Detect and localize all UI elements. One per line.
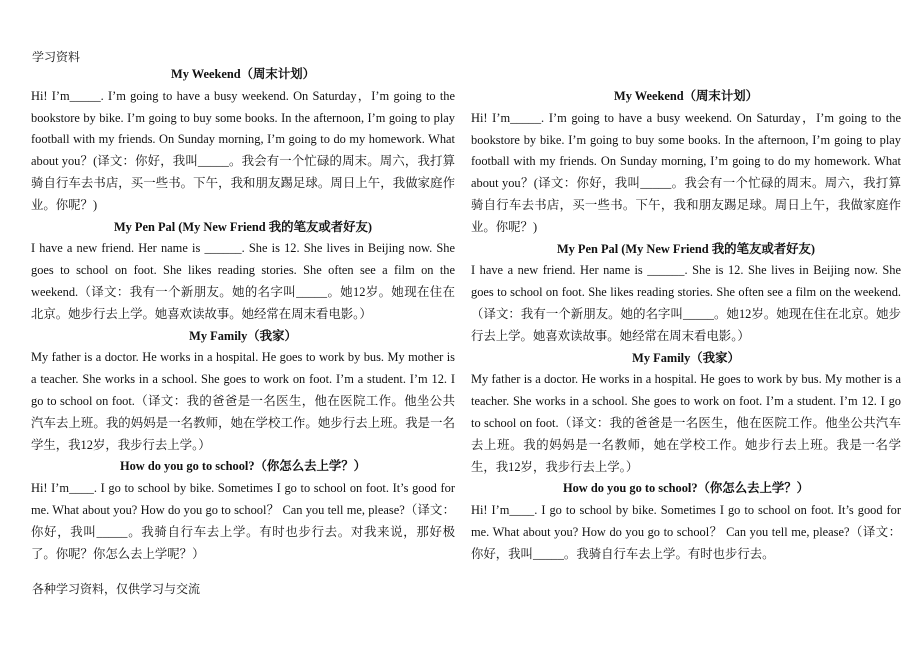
section-title: How do you go to school?（你怎么去上学？）	[562, 481, 810, 496]
section-body: I have a new friend. Her name is ______. She is 12. She lives in Beijing now. She goes to school on foot. She likes reading stories. She often see a film on the weekend.（译文：我有一个新朋友。她的名字叫_____。她12岁。她现在住在北京。她步行去上学。她喜欢读故事。她经常在周末看电影。）	[471, 263, 901, 343]
section-body: My father is a doctor. He works in a hospital. He goes to work by bus. My mother is a teacher. She works in a school. She goes to work on foot. I’m a student. I’m 12. I go to school on foot.（译文：我的爸爸是一名医生，他在医院工作。他坐公共汽车去上班。我的妈妈是一名教师，她在学校工作。她步行去上班。我是一名学生，我12岁，我步行去上学。）	[31, 350, 455, 452]
section-body: Hi! I’m____. I go to school by bike. Sometimes I go to school on foot. It’s good for me. What about you? How do you go to school？ Can you tell me, please?（译文：你好，我叫_____。我骑自行车去上学。有时也步行去。	[471, 503, 901, 561]
section-body: Hi! I’m_____. I’m going to have a busy weekend. On Saturday，I’m going to the bookstore by bike. I’m going to buy some books. In the afternoon, I’m going to play football with my friends. On Sunday morning, I’m going to do my homework. What about you？(译文：你好，我叫_____。我会有一个忙碌的周末。周六，我打算骑自行车去书店，买一些书。下午，我和朋友踢足球。周日上午，我做家庭作业。你呢？)	[471, 110, 901, 234]
section-body: My father is a doctor. He works in a hospital. He goes to work by bus. My mother is a teacher. She works in a school. She goes to work on foot. I’m a student. I’m 12. I go to school on foot.（译文：我的爸爸是一名医生，他在医院工作。他坐公共汽车去上班。我的妈妈是一名教师，她在学校工作。她步行去上班。我是一名学生，我12岁，我步行去上学。）	[471, 372, 901, 474]
left-column	[31, 64, 455, 565]
section-title: My Family（我家）	[189, 328, 297, 343]
section-body: Hi! I’m____. I go to school by bike. Sometimes I go to school on foot. It’s good for me. What about you? How do you go to school？ Can you tell me, please?（译文：你好，我叫_____。我骑自行车去上学。有时也步行去。对我来说，那好极了。你呢？你怎么去上学呢？）	[31, 481, 455, 561]
section-body: Hi! I’m_____. I’m going to have a busy weekend. On Saturday，I’m going to the bookstore by bike. I’m going to buy some books. In the afternoon, I’m going to play football with my friends. On Sunday morning, I’m going to do my homework. What about you？(译文：你好，我叫_____。我会有一个忙碌的周末。周六，我打算骑自行车去书店，买一些书。下午，我和朋友踢足球。周日上午，我做家庭作业。你呢？)	[31, 88, 455, 212]
section-body: I have a new friend. Her name is ______. She is 12. She lives in Beijing now. She goes to school on foot. She likes reading stories. She often see a film on the weekend.（译文：我有一个新朋友。她的名字叫_____。她12岁。她现在住在北京。她步行去上学。她喜欢读故事。她经常在周末看电影。）	[31, 241, 455, 321]
section-title: My Pen Pal (My New Friend 我的笔友或者好友)	[556, 241, 816, 256]
page-header: 学习资料	[32, 50, 81, 64]
page-footer: 各种学习资料，仅供学习与交流	[32, 582, 201, 596]
section-title: My Weekend（周末计划）	[171, 67, 315, 81]
section-title: My Family（我家）	[632, 350, 740, 365]
section-title: My Weekend（周末计划）	[614, 89, 758, 103]
right-column	[471, 86, 901, 566]
section-title: How do you go to school?（你怎么去上学？）	[119, 459, 367, 474]
section-title: My Pen Pal (My New Friend 我的笔友或者好友)	[113, 219, 373, 234]
